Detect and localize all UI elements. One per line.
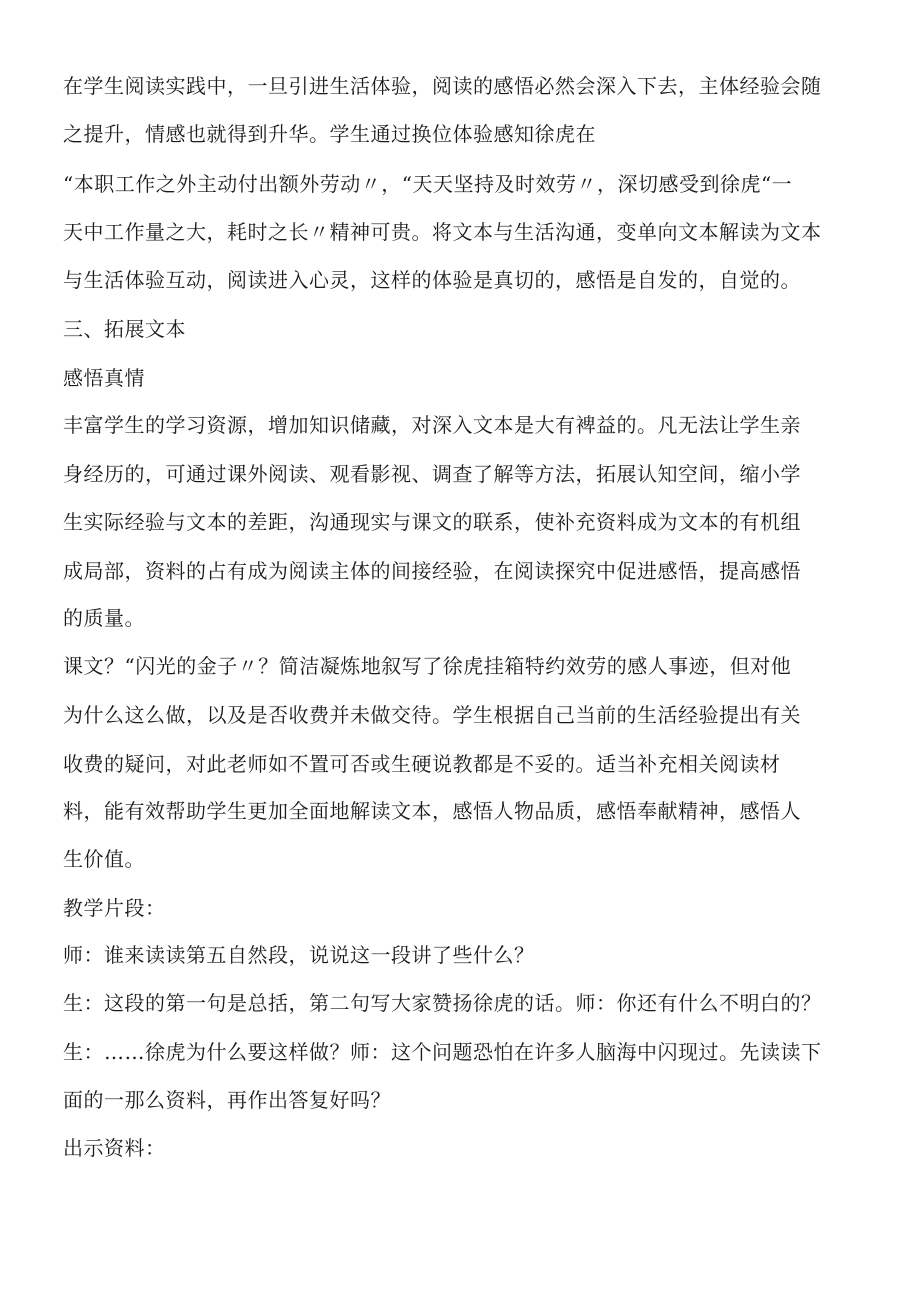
text-line-3: “本职工作之外主动付出额外劳动〃，“天天坚持及时效劳〃，深切感受到徐虎“一 [63, 172, 793, 196]
text-line-16: 料，能有效帮助学生更加全面地解读文本，感悟人物品质，感悟奉献精神，感悟人 [63, 799, 801, 823]
text-line-11: 成局部，资料的占有成为阅读主体的间接经验，在阅读探究中促进感悟，提高感悟 [63, 559, 801, 583]
text-line-13: 课文？“闪光的金子〃？简洁凝炼地叙写了徐虎挂箱特约效劳的感人事迹，但对他 [63, 654, 792, 678]
text-line-15: 收费的疑问，对此老师如不置可否或生硬说教都是不妥的。适当补充相关阅读材 [63, 752, 781, 776]
section-heading: 三、拓展文本 [63, 317, 186, 341]
text-line-12: 的质量。 [63, 606, 145, 630]
dialogue-line-2: 生：这段的第一句是总括，第二句写大家赞扬徐虎的话。师：你还有什么不明白的？ [63, 991, 822, 1015]
text-line-4: 天中工作量之大，耗时之长〃精神可贵。将文本与生活沟通，变单向文本解读为文本 [63, 220, 822, 244]
dialogue-line-4: 面的一那么资料，再作出答复好吗？ [63, 1088, 391, 1112]
materials-label: 出示资料： [63, 1136, 166, 1160]
text-line-1: 在学生阅读实践中，一旦引进生活体验，阅读的感悟必然会深入下去，主体经验会随 [63, 74, 822, 98]
teaching-excerpt-label: 教学片段： [63, 896, 166, 920]
text-line-2: 之提升，情感也就得到升华。学生通过换位体验感知徐虎在 [63, 122, 596, 146]
dialogue-line-1: 师：谁来读读第五自然段，说说这一段讲了些什么？ [63, 943, 535, 967]
text-line-10: 生实际经验与文本的差距，沟通现实与课文的联系，使补充资料成为文本的有机组 [63, 510, 801, 534]
text-line-14: 为什么这么做，以及是否收费并未做交待。学生根据自己当前的生活经验提出有关 [63, 703, 801, 727]
subsection-heading: 感悟真情 [63, 366, 145, 390]
text-line-8: 丰富学生的学习资源，增加知识储藏，对深入文本是大有裨益的。凡无法让学生亲 [63, 413, 801, 437]
text-line-17: 生价值。 [63, 847, 145, 871]
text-line-5: 与生活体验互动，阅读进入心灵，这样的体验是真切的，感悟是自发的，自觉的。 [63, 268, 801, 292]
text-line-9: 身经历的，可通过课外阅读、观看影视、调查了解等方法，拓展认知空间，缩小学 [63, 462, 801, 486]
dialogue-line-3: 生：……徐虎为什么要这样做？师：这个问题恐怕在许多人脑海中闪现过。先读读下 [63, 1040, 822, 1064]
